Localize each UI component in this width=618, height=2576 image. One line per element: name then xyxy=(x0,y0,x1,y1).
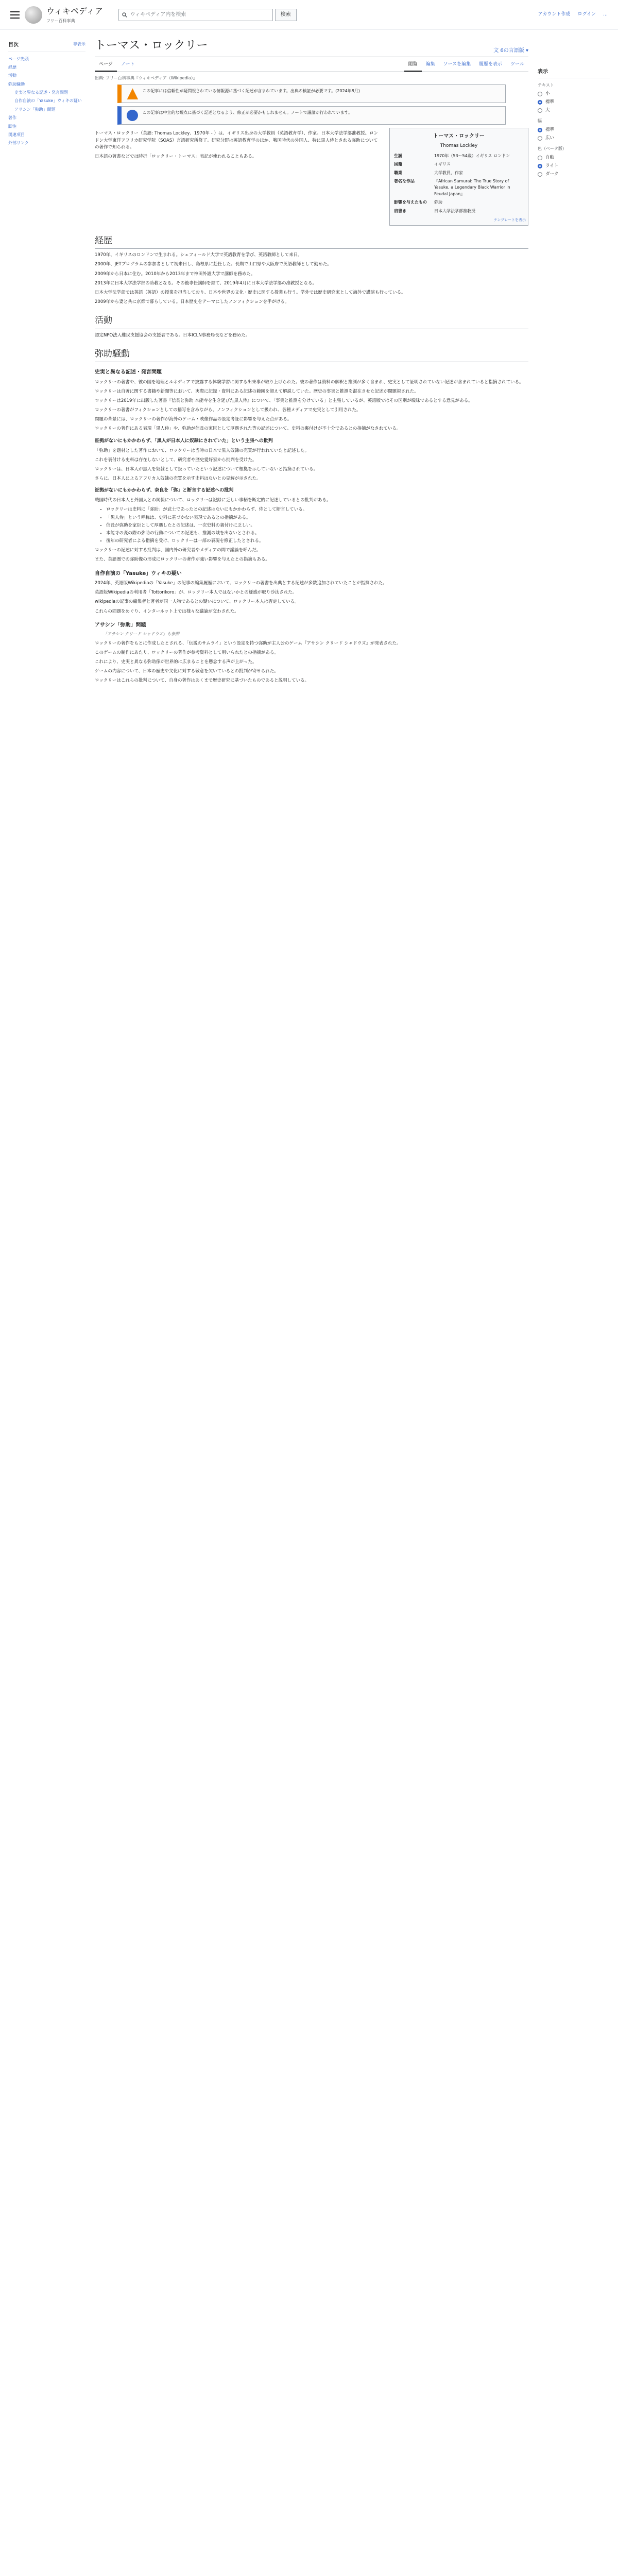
toc-item[interactable]: 史実と異なる記述・発言問題 xyxy=(14,90,68,95)
wikipedia-logo[interactable] xyxy=(25,5,103,24)
template-link[interactable]: テンプレートを表示 xyxy=(493,217,526,222)
toc-item[interactable]: 脚注 xyxy=(8,124,16,129)
width-option-label: 広い xyxy=(545,135,555,141)
paragraph: 1970年、イギリスのロンドンで生まれる。シェフィールド大学で英語教育を学び、英語教師として来日。 xyxy=(95,252,302,258)
radio-icon xyxy=(538,128,542,132)
article-content xyxy=(85,30,538,687)
list-item: • 後年の研究者による指摘を受け、ロックリーは一部の表現を修正したとされる。 xyxy=(106,538,528,545)
paragraph: これにより、史実と異なる弥助像が世界的に広まることを懸念する声が上がった。 xyxy=(95,659,257,665)
text-size-option-label: 大 xyxy=(545,108,550,113)
notice-text: この記事には信頼性が疑問視されている情報源に基づく記述が含まれています。出典の検証が必要です。(2024年8月) xyxy=(142,89,360,94)
paragraph: 2009年から妻と共に京都で暮らしている。日本歴史をテーマにしたノンフィクションを手がける。 xyxy=(95,299,289,305)
site-header xyxy=(0,0,618,30)
tab-tools[interactable]: ツール xyxy=(510,62,524,67)
width-option-label: 標準 xyxy=(545,127,555,132)
search-input[interactable] xyxy=(118,9,273,21)
search-button[interactable]: 検索 xyxy=(275,9,297,21)
warning-icon xyxy=(127,88,138,99)
page-title: トーマス・ロックリー xyxy=(95,39,208,52)
user-links xyxy=(538,11,608,19)
tab-edit-source[interactable]: ソースを編集 xyxy=(443,62,471,67)
color-option-label: ダーク xyxy=(545,171,559,177)
infobox-row xyxy=(392,152,526,160)
paragraph: ロックリーは自著に関する書籍や新聞等において、実際に記録・資料にある記述の範囲を超えて解説していた。歴史の事実と推測を混在させた記述が問題視された。 xyxy=(95,388,419,394)
infobox-label: 生誕 xyxy=(394,153,402,158)
color-option[interactable] xyxy=(538,155,610,161)
subsection-heading: 史実と異なる記述・発言問題 xyxy=(95,369,162,376)
create-account-link[interactable]: アカウント作成 xyxy=(538,11,571,17)
section-heading: 弥助騒動 xyxy=(95,347,528,362)
toc-item[interactable]: 自作自演の「Yasuke」ウィキの疑い xyxy=(14,98,82,104)
infobox-label: 国籍 xyxy=(394,162,402,167)
list-item: • 「黒人侍」という呼称は、史料に基づかない表現であるとの指摘がある。 xyxy=(106,515,528,521)
search-placeholder: ウィキペディア内を検索 xyxy=(130,11,186,18)
paragraph: ゲームの内容について、日本の歴史や文化に対する敬意を欠いているとの批判が寄せられた。 xyxy=(95,669,279,674)
bullet-list xyxy=(95,506,528,545)
paragraph: 日本語の著書などでは時折「ロックリー・トーマス」表記が使われることもある。 xyxy=(95,154,257,159)
paragraph: 問題の背景には、ロックリーの著作が海外のゲーム・映像作品の設定考証に影響を与えた点がある。 xyxy=(95,417,292,422)
toc-sidebar xyxy=(8,30,85,687)
radio-icon xyxy=(538,136,542,141)
infobox-value: 1970年（53〜54歳）イギリス ロンドン xyxy=(434,153,510,158)
infobox-row xyxy=(392,207,526,215)
infobox-value: 大学教員、作家 xyxy=(434,170,463,175)
paragraph: wikipediaの記事の編集者と著者が同一人物であるとの疑いについて、ロックリー本人は否定している。 xyxy=(95,599,299,605)
paragraph: 2024年、英語版Wikipediaの「Yasuke」の記事の編集履歴において、ロックリーの著書を出典とする記述が多数追加されていたことが指摘された。 xyxy=(95,581,387,586)
radio-icon xyxy=(538,156,542,160)
paragraph: トーマス・ロックリー（英語: Thomas Lockley、1970年 - ）は、イギリス出身の大学教員（英語教育学）、作家。日本大学法学部准教授。ロンドン大学東洋アフリカ研究学院（SOAS）言語研究所修了。研究分野は英語教育学のほか、戦国時代の外国人、特に黒人侍とされる弥助についての著作で知られる。 xyxy=(95,131,378,150)
toc-heading: 目次 非表示 xyxy=(8,41,85,52)
text-size-option-label: 小 xyxy=(545,91,550,96)
infobox-row xyxy=(392,160,526,168)
paragraph: 「弥助」を題材とした著作において、ロックリーは当時の日本で黒人奴隷の売買が行われていたと記述した。 xyxy=(95,448,310,453)
paragraph: ロックリーの著書や、彼の国を地理とルネディアで披露する体験学習に関する出来事が取り上げられた。彼の著作は資料の解釈と推測が多く含まれ、史実として証明されていない記述が含まれていると指摘されている。 xyxy=(95,379,524,385)
toc-item[interactable]: 関連項目 xyxy=(8,132,25,138)
infobox-row xyxy=(392,198,526,207)
infobox-subtitle: Thomas Lockley xyxy=(440,143,478,148)
tab-edit[interactable]: 編集 xyxy=(425,62,435,67)
paragraph: これらの問題をめぐり、インターネット上では様々な議論が交わされた。 xyxy=(95,608,239,614)
infobox-value: 『African Samurai: The True Story of Yasuke, a Legendary Black Warrior in Feudal Japan』 xyxy=(434,179,510,196)
subsubsection-heading: 証拠がないにもかかわらず、「黒人が日本人に奴隷にされていた」という主張への批判 xyxy=(95,438,273,444)
tab-history[interactable]: 履歴を表示 xyxy=(479,62,503,67)
infobox-label: 著名な作品 xyxy=(394,179,415,184)
page-tabs xyxy=(95,59,528,72)
subsection-heading: 自作自演の「Yasuke」ウィキの疑い xyxy=(95,570,182,577)
infobox-label: 肩書き xyxy=(394,208,406,213)
more-icon[interactable]: … xyxy=(603,11,608,17)
list-item: • 信長が弥助を家臣として厚遇したとの記述は、一次史料の裏付けに乏しい。 xyxy=(106,522,528,529)
paragraph: ロックリーの著書がフィクションとしての描写を含みながら、ノンフィクションとして扱われ、各種メディアで史実として引用された。 xyxy=(95,408,361,413)
paragraph: このゲームの制作にあたり、ロックリーの著作が参考資料として用いられたとの指摘がある。 xyxy=(95,650,279,655)
toc-item[interactable]: 弥助騒動 xyxy=(8,81,25,87)
tab-page[interactable]: ページ xyxy=(95,59,117,72)
paragraph: 2009年から日本に住む。2010年から2013年まで神田外語大学で講師を務めた。 xyxy=(95,271,255,277)
search-icon xyxy=(122,12,127,18)
color-option[interactable] xyxy=(538,171,610,178)
radio-icon xyxy=(538,172,542,177)
paragraph: ロックリーはこれらの批判について、自身の著作はあくまで歴史研究に基づいたものであると説明している。 xyxy=(95,678,309,684)
width-label: 幅 xyxy=(538,118,542,124)
paragraph: 認定NPO法人難民支援協会の支援者である。日本ICLN事務局長などを務めた。 xyxy=(95,332,250,338)
radio-icon xyxy=(538,100,542,105)
list-item: • 本能寺の変の際の弥助の行動についての記述も、推測の域を出ないとされる。 xyxy=(106,530,528,537)
toc-item[interactable]: 著作 xyxy=(8,115,16,121)
balance-icon xyxy=(127,110,138,121)
infobox xyxy=(389,128,528,225)
paragraph: さらに、日本人によるアフリカ人奴隷の売買を示す史料はないとの見解が示された。 xyxy=(95,476,261,482)
radio-icon xyxy=(538,108,542,113)
infobox-value: 弥助 xyxy=(434,200,442,205)
toc-item[interactable]: アサシン「弥助」問題 xyxy=(14,107,56,112)
appearance-panel xyxy=(538,30,610,687)
text-size-option[interactable] xyxy=(538,99,610,106)
infobox-title: トーマス・ロックリー xyxy=(433,133,485,140)
logo-subtitle: フリー百科事典 xyxy=(46,18,75,23)
globe-icon xyxy=(25,6,42,24)
infobox-row xyxy=(392,169,526,177)
paragraph: ロックリーの著作をもとに作成したとされる、「伝説のサムライ」という設定を持つ弥助が主人公のゲーム『アサシン クリード シャドウズ』が発表された。 xyxy=(95,640,401,646)
site-sub: 出典: フリー百科事典『ウィキペディア（Wikipedia）』 xyxy=(95,76,197,81)
logo-title: ウィキペディア xyxy=(46,6,103,16)
paragraph: また、英語圏での弥助像の形成にロックリーの著作が強い影響を与えたとの指摘もある。 xyxy=(95,557,270,563)
radio-icon xyxy=(538,164,542,168)
toc-item[interactable]: 経歴 xyxy=(8,64,16,70)
hatnote: 「アサシン クリード シャドウズ」も参照 xyxy=(103,632,180,637)
tab-talk[interactable]: ノート xyxy=(121,62,135,67)
infobox-label: 影響を与えたもの xyxy=(394,200,427,205)
section-heading: 経歴 xyxy=(95,234,528,249)
infobox-row xyxy=(392,177,526,198)
lead-section xyxy=(95,128,382,225)
paragraph: 戦国時代の日本人と外国人との関係について、ロックリーは記録に乏しい事柄を断定的に記述しているとの批判がある。 xyxy=(95,498,331,503)
text-size-option[interactable] xyxy=(538,107,610,114)
login-link[interactable]: ログイン xyxy=(577,11,596,17)
main-menu-icon[interactable] xyxy=(10,11,20,19)
infobox-value: 日本大学法学部准教授 xyxy=(434,208,475,213)
color-option-label: ライト xyxy=(545,163,559,168)
paragraph: ロックリーは2019年に出版した著書『信長と弥助 本能寺を生き延びた黒人侍』について、「事実と推測を分けている」と主張しているが、英語版ではその区別が曖昧であるとする意見がある。 xyxy=(95,398,473,403)
paragraph: 日本大学法学部では英語（英語）の授業を担当しており、日本や世界の文化・歴史に関する授業も行う。学外では歴史研究家として海外で講演も行っている。 xyxy=(95,290,406,295)
notice-box xyxy=(117,84,505,103)
color-option[interactable] xyxy=(538,163,610,170)
paragraph: 2013年に日本大学法学部の助教となる。その後専任講師を経て、2019年4月に日本大学法学部の准教授となる。 xyxy=(95,280,317,286)
paragraph: ロックリーは、日本人が黒人を奴隷として扱っていたという記述について根拠を示していないと指摘されている。 xyxy=(95,466,318,472)
subsubsection-heading: 証拠がないにもかかわらず、奈良を「弥」と断言する記述への批判 xyxy=(95,488,234,494)
infobox-value: イギリス xyxy=(434,162,451,167)
toc-item[interactable]: ページ先頭 xyxy=(8,56,29,61)
text-size-label: テキスト xyxy=(538,82,554,88)
language-button[interactable]: 文 6の言語版 ▾ xyxy=(493,47,528,54)
tab-read[interactable]: 閲覧 xyxy=(404,59,422,72)
toc-item[interactable]: 活動 xyxy=(8,73,16,78)
list-item: • ロックリーは史料に「弥助」が武士であったとの記述はないにもかかわらず、侍として断言している。 xyxy=(106,506,528,513)
infobox-label: 職業 xyxy=(394,170,402,175)
color-option-label: 自動 xyxy=(545,155,555,160)
section-heading: 活動 xyxy=(95,314,528,329)
text-size-option[interactable] xyxy=(538,91,610,97)
paragraph: ロックリーの記述に対する批判は、国内外の研究者やメディアの間で議論を呼んだ。 xyxy=(95,548,261,553)
paragraph: 2000年、JETプログラムの参加者として初来日し、島根県に赴任した。長期で山口県や大阪府で英語教師として勤めた。 xyxy=(95,262,332,267)
text-size-option-label: 標準 xyxy=(545,99,555,105)
paragraph: 英語版Wikipediaの利用者「Tottorikoro」が、ロックリー本人ではないかとの疑惑が取り沙汰された。 xyxy=(95,590,297,596)
toc-hide-button[interactable]: 非表示 xyxy=(73,42,85,46)
appearance-heading: 表示 xyxy=(538,68,610,78)
search-form xyxy=(118,9,297,21)
color-label: 色（ベータ版） xyxy=(538,146,566,151)
notice-text: この記事は中立的な観点に基づく記述となるよう、修正が必要かもしれません。ノートで議論が行われています。 xyxy=(142,110,353,115)
width-option[interactable] xyxy=(538,135,610,142)
paragraph: これを裏付ける史料は存在しないとして、研究者や歴史愛好家から批判を受けた。 xyxy=(95,457,257,463)
paragraph: ロックリーの著作にある表現「黒人侍」や、弥助が信長の家臣として厚遇された等の記述について、史料の裏付けが不十分であるとの指摘がなされている。 xyxy=(95,426,401,432)
width-option[interactable] xyxy=(538,127,610,133)
toc-item[interactable]: 外部リンク xyxy=(8,141,29,146)
subsection-heading: アサシン「弥助」問題 xyxy=(95,622,146,628)
radio-icon xyxy=(538,92,542,96)
notice-box xyxy=(117,106,505,125)
